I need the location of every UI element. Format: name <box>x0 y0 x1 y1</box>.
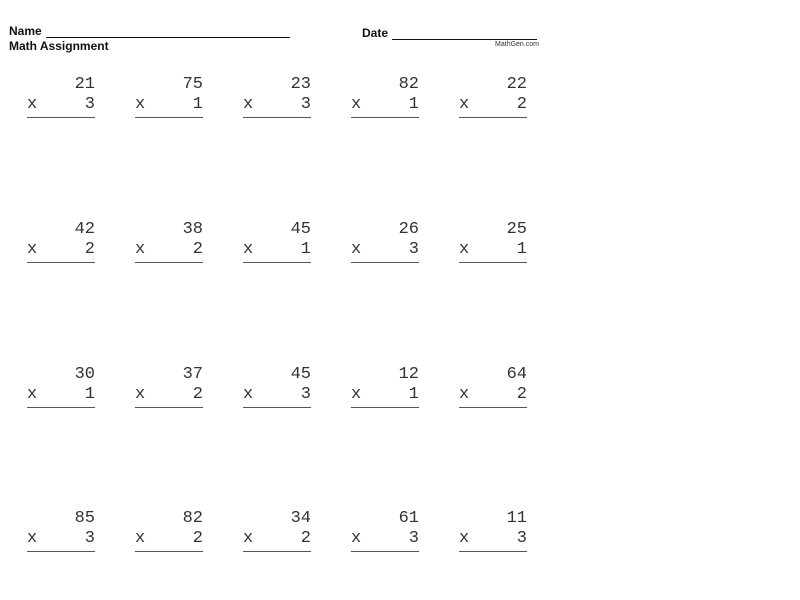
multiply-sign: x <box>243 385 254 404</box>
multiply-sign: x <box>351 385 362 404</box>
multiply-sign: x <box>351 95 362 114</box>
multiplier: 1 <box>192 95 203 114</box>
multiplier-row <box>135 385 203 408</box>
multiplier: 3 <box>300 385 311 404</box>
multiplier-row <box>27 95 95 118</box>
multiplier-row <box>459 95 527 118</box>
problem <box>243 75 311 121</box>
problem <box>459 365 527 411</box>
multiplicand: 45 <box>290 365 311 384</box>
multiplicand: 82 <box>182 509 203 528</box>
problem <box>27 509 95 555</box>
problem <box>351 75 419 121</box>
multiplier: 2 <box>192 529 203 548</box>
multiplicand: 85 <box>74 509 95 528</box>
multiplicand: 61 <box>398 509 419 528</box>
multiplier: 3 <box>84 95 95 114</box>
multiplier-row <box>243 385 311 408</box>
problem <box>135 220 203 266</box>
multiplicand: 82 <box>398 75 419 94</box>
multiplier-row <box>351 385 419 408</box>
multiplicand: 75 <box>182 75 203 94</box>
multiplier-row <box>351 95 419 118</box>
multiplier-row <box>243 95 311 118</box>
multiplier: 3 <box>300 95 311 114</box>
multiplier: 1 <box>408 95 419 114</box>
multiplicand: 34 <box>290 509 311 528</box>
multiplier: 1 <box>300 240 311 259</box>
multiply-sign: x <box>135 240 146 259</box>
problem <box>351 509 419 555</box>
multiplicand: 23 <box>290 75 311 94</box>
multiplicand: 25 <box>506 220 527 239</box>
multiplicand: 12 <box>398 365 419 384</box>
multiply-sign: x <box>351 529 362 548</box>
multiplier-row <box>135 240 203 263</box>
problem <box>351 365 419 411</box>
multiplier: 2 <box>192 240 203 259</box>
problem <box>243 220 311 266</box>
multiplicand: 11 <box>506 509 527 528</box>
name-label: Name <box>9 24 42 38</box>
multiplier-row <box>27 529 95 552</box>
problem <box>135 365 203 411</box>
multiply-sign: x <box>135 95 146 114</box>
multiplier: 2 <box>516 95 527 114</box>
multiplier-row <box>135 95 203 118</box>
problem <box>135 75 203 121</box>
problem <box>459 220 527 266</box>
multiplier: 2 <box>300 529 311 548</box>
multiplier-row <box>459 240 527 263</box>
multiply-sign: x <box>243 240 254 259</box>
multiplier: 3 <box>408 529 419 548</box>
multiplier: 3 <box>408 240 419 259</box>
multiplicand: 37 <box>182 365 203 384</box>
multiplier-row <box>351 529 419 552</box>
multiplier-row <box>27 240 95 263</box>
multiplicand: 30 <box>74 365 95 384</box>
problem <box>135 509 203 555</box>
multiplier-row <box>243 529 311 552</box>
problem <box>351 220 419 266</box>
multiply-sign: x <box>27 95 38 114</box>
multiplicand: 26 <box>398 220 419 239</box>
date-label: Date <box>362 26 389 40</box>
multiplier-row <box>459 529 527 552</box>
multiplicand: 21 <box>74 75 95 94</box>
multiply-sign: x <box>27 240 38 259</box>
multiply-sign: x <box>459 529 470 548</box>
multiplier: 3 <box>516 529 527 548</box>
problem <box>27 365 95 411</box>
multiplier-row <box>351 240 419 263</box>
multiplier: 1 <box>84 385 95 404</box>
problem <box>243 365 311 411</box>
problem <box>459 75 527 121</box>
multiplicand: 38 <box>182 220 203 239</box>
problem <box>243 509 311 555</box>
multiply-sign: x <box>243 529 254 548</box>
multiplicand: 64 <box>506 365 527 384</box>
multiplier: 2 <box>192 385 203 404</box>
problem <box>27 220 95 266</box>
multiply-sign: x <box>135 529 146 548</box>
page-title: Math Assignment <box>9 39 109 53</box>
multiply-sign: x <box>27 385 38 404</box>
multiplier: 3 <box>84 529 95 548</box>
multiplicand: 22 <box>506 75 527 94</box>
brand-label: MathGen.com <box>495 41 539 48</box>
multiply-sign: x <box>459 240 470 259</box>
multiplicand: 45 <box>290 220 311 239</box>
multiply-sign: x <box>243 95 254 114</box>
multiply-sign: x <box>459 385 470 404</box>
multiplier: 1 <box>408 385 419 404</box>
multiplier-row <box>459 385 527 408</box>
multiplier-row <box>243 240 311 263</box>
multiplier-row <box>135 529 203 552</box>
multiplicand: 42 <box>74 220 95 239</box>
multiplier: 1 <box>516 240 527 259</box>
multiply-sign: x <box>135 385 146 404</box>
multiplier-row <box>27 385 95 408</box>
problem <box>459 509 527 555</box>
multiplier: 2 <box>516 385 527 404</box>
multiply-sign: x <box>351 240 362 259</box>
multiplier: 2 <box>84 240 95 259</box>
multiply-sign: x <box>459 95 470 114</box>
multiply-sign: x <box>27 529 38 548</box>
problem <box>27 75 95 121</box>
